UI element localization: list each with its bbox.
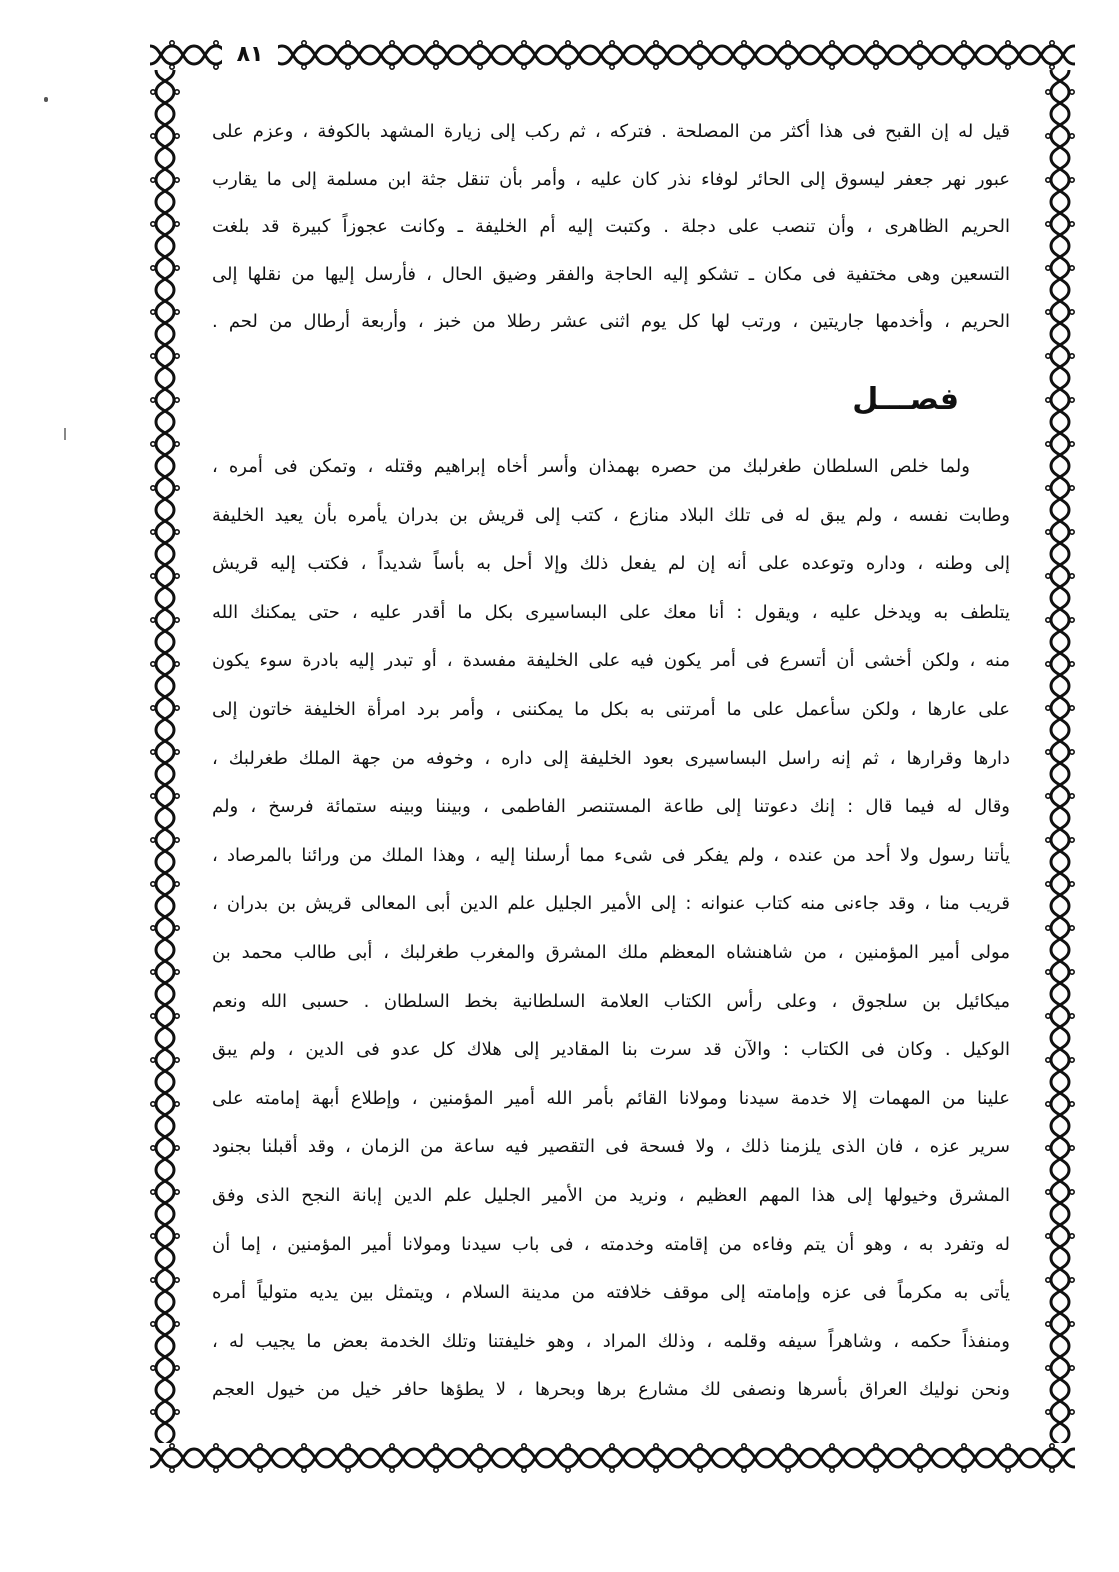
- section-heading: فصـــل: [852, 382, 959, 417]
- text-line: ولما خلص السلطان طغرلبك من حصره بهمذان وأسر أخاه إبراهيم وقتله ، وتمكن فى أمره ،: [212, 456, 970, 477]
- text-line: مولى أمير المؤمنين ، من شاهنشاه المعظم ملك المشرق والمغرب طغرلبك ، أبى طالب محمد بن: [212, 941, 1010, 963]
- text-line: ونحن نوليك العراق بأسرها ونصفى لك مشارع برها وبحرها ، لا يطؤها حافر خيل من خيول العجم: [212, 1379, 1010, 1401]
- border-bottom: [150, 1443, 1075, 1473]
- text-line: الحريم ، وأخدمها جاريتين ، ورتب لها كل يوم اثنى عشر رطلا من خبز ، وأربعة أرطال من لحم .: [212, 311, 1010, 332]
- border-top: [150, 40, 1075, 70]
- text-line: له وتفرد به ، وهو أن يتم وفاءه من إقامته وخدمته ، فى باب سيدنا ومولانا أمير المؤمنين ، إما أن: [212, 1233, 1010, 1255]
- text-line: ومنفذاً حكمه ، وشاهراً سيفه وقلمه ، وذلك المراد ، وهو خليفتنا وتلك الخدمة بعض ما يجيب له ،: [212, 1330, 1010, 1352]
- text-line: عبور نهر جعفر ليسوق إلى الحائر لوفاء نذر كان عليه ، وأمر بأن تنقل جثة ابن مسلمة إلى ما يقارب: [212, 168, 1010, 190]
- paragraph-2: [212, 443, 1010, 1415]
- page-number: ٨١: [236, 42, 264, 67]
- text-line: سرير عزه ، فان الذى يلزمنا ذلك ، ولا فسحة فى التقصير فيه ساعة من الزمان ، وقد أقبلنا بجنود: [212, 1136, 1010, 1158]
- text-line: يتلطف به ويدخل عليه ، ويقول : أنا معك على البساسيرى بكل ما أقدر عليه ، حتى يمكنك الله: [212, 601, 1010, 623]
- text-line: يأتنا رسول ولا أحد من عنده ، ولم يفكر فى شىء مما أرسلنا إليه ، وهذا الملك من ورائنا بالمرصاد ،: [212, 844, 1010, 866]
- text-line: التسعين وهى مختفية فى مكان ـ تشكو إليه الحاجة والفقر وضيق الحال ، فأرسل إليها من نقلها إلى: [212, 263, 1010, 285]
- text-line: ميكائيل بن سلجوق ، وعلى رأس الكتاب العلامة السلطانية بخط السلطان . حسبى الله ونعم: [212, 990, 1010, 1012]
- text-line: وطابت نفسه ، ولم يبق له فى تلك البلاد منازع ، كتب إلى قريش بن بدران يأمره بأن يعيد الخليفة: [212, 504, 1010, 526]
- text-line: دارها وقرارها ، ثم إنه راسل البساسيرى بعود الخليفة إلى داره ، وخوفه من جهة الملك طغرلبك ،: [212, 747, 1010, 769]
- border-right: [1045, 70, 1075, 1443]
- text-line: وقال له فيما قال : إنك دعوتنا إلى طاعة المستنصر الفاطمى ، وبيننا وبينه ستمائة فرسخ ، ولم: [212, 796, 1010, 818]
- text-line: الوكيل . وكان فى الكتاب : والآن قد سرت بنا المقادير إلى هلاك كل عدو فى الدين ، ولم يبق: [212, 1039, 1010, 1061]
- scan-speck: [44, 97, 48, 102]
- text-line: قريب منا ، وقد جاءنى منه كتاب عنوانه : إلى الأمير الجليل علم الدين أبى المعالى قريش بن بدران ،: [212, 893, 1010, 915]
- text-line: قيل له إن القبح فى هذا أكثر من المصلحة . فتركه ، ثم ركب إلى زيارة المشهد بالكوفة ، وعزم على: [212, 121, 1010, 142]
- scan-speck: [64, 428, 66, 440]
- border-left: [150, 70, 180, 1443]
- text-line: على عارها ، ولكن سأعمل على ما أمرتنى به بكل ما يمكننى ، وأمر برد امرأة الخليفة خاتون إلى: [212, 698, 1010, 720]
- text-line: إلى وطنه ، وداره وتوعده على أنه إن لم يفعل ذلك وإلا أحل به بأساً شديداً ، فكتب إليه قريش: [212, 553, 1010, 575]
- text-line: يأتى به مكرماً فى عزه وإمامته إلى موقف خلافته من مدينة السلام ، ويتمثل بين يديه متولياً أمره: [212, 1282, 1010, 1304]
- paragraph-1: [212, 108, 1010, 346]
- text-line: منه ، ولكن أخشى أن أتسرع فى أمر يكون فيه على الخليفة مفسدة ، أو تبدر إليه بادرة سوء يكون: [212, 650, 1010, 672]
- text-line: المشرق وخيولها إلى هذا المهم العظيم ، ونريد من الأمير الجليل علم الدين إبانة النجح الذى وفق: [212, 1184, 1010, 1206]
- text-line: الحريم الظاهرى ، وأن تنصب على دجلة . وكتبت إليه أم الخليفة ـ وكانت عجوزاً كبيرة قد بلغت: [212, 216, 1010, 237]
- text-line: علينا من المهمات إلا خدمة سيدنا ومولانا القائم بأمر الله أمير المؤمنين ، وإطلاع أبهة إمامته على: [212, 1087, 1010, 1109]
